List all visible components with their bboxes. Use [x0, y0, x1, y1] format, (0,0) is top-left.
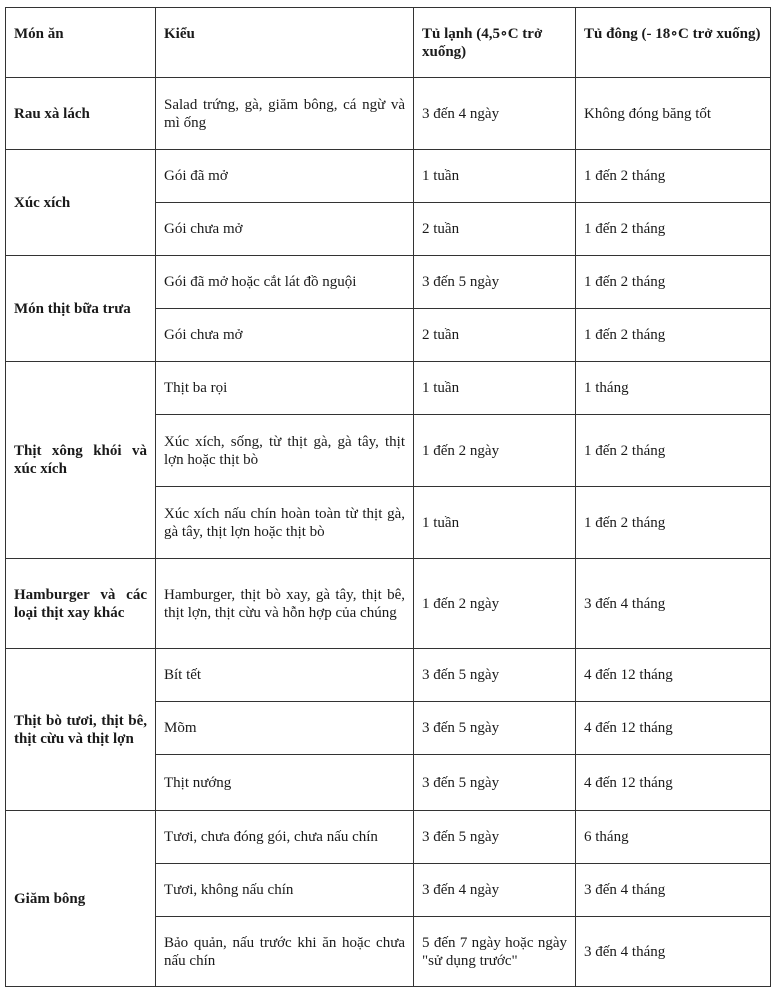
freezer-cell: 6 tháng	[576, 811, 771, 864]
type-cell: Gói chưa mở	[156, 203, 414, 256]
table-row	[6, 150, 771, 203]
freezer-cell: Không đóng băng tốt	[576, 78, 771, 150]
fridge-cell: 3 đến 5 ngày	[414, 811, 576, 864]
type-cell: Xúc xích, sống, từ thịt gà, gà tây, thịt lợn hoặc thịt bò	[156, 415, 414, 487]
table-row	[6, 649, 771, 702]
freezer-cell: 1 đến 2 tháng	[576, 415, 771, 487]
fridge-cell: 3 đến 4 ngày	[414, 864, 576, 917]
fridge-cell: 1 tuần	[414, 362, 576, 415]
header-food: Món ăn	[6, 8, 156, 78]
type-cell: Tươi, không nấu chín	[156, 864, 414, 917]
type-cell: Thịt ba rọi	[156, 362, 414, 415]
type-cell: Gói chưa mở	[156, 309, 414, 362]
freezer-cell: 1 đến 2 tháng	[576, 150, 771, 203]
type-cell: Bít tết	[156, 649, 414, 702]
fridge-cell: 3 đến 5 ngày	[414, 649, 576, 702]
freezer-cell: 4 đến 12 tháng	[576, 755, 771, 811]
type-cell: Xúc xích nấu chín hoàn toàn từ thịt gà, gà tây, thịt lợn hoặc thịt bò	[156, 487, 414, 559]
table-row	[6, 78, 771, 150]
food-name-cell: Giăm bông	[6, 811, 156, 987]
fridge-cell: 2 tuần	[414, 203, 576, 256]
table-row	[6, 559, 771, 649]
food-name-cell: Thịt bò tươi, thịt bê, thịt cừu và thịt lợn	[6, 649, 156, 811]
fridge-cell: 1 đến 2 ngày	[414, 415, 576, 487]
table-row	[6, 811, 771, 864]
fridge-cell: 2 tuần	[414, 309, 576, 362]
type-cell: Gói đã mở	[156, 150, 414, 203]
freezer-cell: 4 đến 12 tháng	[576, 702, 771, 755]
food-name-cell: Rau xà lách	[6, 78, 156, 150]
food-name-cell: Hamburger và các loại thịt xay khác	[6, 559, 156, 649]
fridge-cell: 1 đến 2 ngày	[414, 559, 576, 649]
type-cell: Hamburger, thịt bò xay, gà tây, thịt bê, thịt lợn, thịt cừu và hỗn hợp của chúng	[156, 559, 414, 649]
fridge-cell: 5 đến 7 ngày hoặc ngày "sử dụng trước"	[414, 917, 576, 987]
freezer-cell: 1 đến 2 tháng	[576, 487, 771, 559]
fridge-cell: 3 đến 5 ngày	[414, 702, 576, 755]
freezer-cell: 1 đến 2 tháng	[576, 309, 771, 362]
freezer-cell: 3 đến 4 tháng	[576, 559, 771, 649]
freezer-cell: 1 đến 2 tháng	[576, 256, 771, 309]
food-storage-table	[5, 7, 771, 987]
type-cell: Salad trứng, gà, giăm bông, cá ngừ và mì ống	[156, 78, 414, 150]
fridge-cell: 3 đến 5 ngày	[414, 256, 576, 309]
freezer-cell: 1 đến 2 tháng	[576, 203, 771, 256]
type-cell: Gói đã mở hoặc cắt lát đồ nguội	[156, 256, 414, 309]
freezer-cell: 4 đến 12 tháng	[576, 649, 771, 702]
fridge-cell: 1 tuần	[414, 487, 576, 559]
table-row	[6, 256, 771, 309]
fridge-cell: 3 đến 5 ngày	[414, 755, 576, 811]
table-row	[6, 362, 771, 415]
header-freezer: Tủ đông (- 18∘C trở xuống)	[576, 8, 771, 78]
type-cell: Bảo quản, nấu trước khi ăn hoặc chưa nấu chín	[156, 917, 414, 987]
freezer-cell: 3 đến 4 tháng	[576, 864, 771, 917]
type-cell: Thịt nướng	[156, 755, 414, 811]
food-name-cell: Món thịt bữa trưa	[6, 256, 156, 362]
freezer-cell: 3 đến 4 tháng	[576, 917, 771, 987]
fridge-cell: 3 đến 4 ngày	[414, 78, 576, 150]
header-type: Kiểu	[156, 8, 414, 78]
type-cell: Tươi, chưa đóng gói, chưa nấu chín	[156, 811, 414, 864]
header-fridge: Tủ lạnh (4,5∘C trở xuống)	[414, 8, 576, 78]
fridge-cell: 1 tuần	[414, 150, 576, 203]
type-cell: Mõm	[156, 702, 414, 755]
freezer-cell: 1 tháng	[576, 362, 771, 415]
food-name-cell: Thịt xông khói và xúc xích	[6, 362, 156, 559]
food-name-cell: Xúc xích	[6, 150, 156, 256]
header-row	[6, 8, 771, 78]
